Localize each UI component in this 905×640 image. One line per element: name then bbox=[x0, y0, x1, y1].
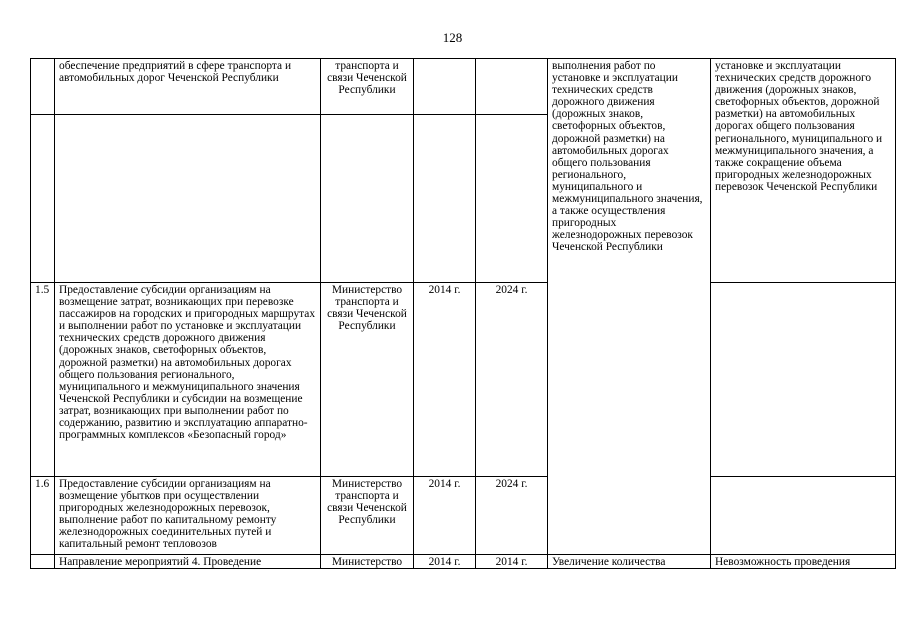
executor-cell: Министерство транспорта и связи Чеченской Республики bbox=[321, 477, 414, 555]
table-row bbox=[31, 555, 896, 569]
measure-name-cell: Предоставление субсидии организациям на возмещение убытков при осуществлении пригородных железнодорожных перевозок, выполнение работ по капитальному ремонту железнодорожных соединительных путей и капитальный ремонт тепловозов bbox=[55, 477, 321, 555]
end-date-cell bbox=[476, 115, 548, 283]
expected-result-cell: выполнения работ по установке и эксплуатации технических средств дорожного движения (дорожных знаков, светофорных объектов, дорожной разметки) на автомобильных дорогах общего пользования регионального, муниципального и межмуниципального значения, а также осуществления пригородных железнодорожных перевозок Чеченской Республики bbox=[548, 59, 711, 555]
row-number-cell bbox=[31, 115, 55, 283]
measure-name-cell: Направление мероприятий 4. Проведение bbox=[55, 555, 321, 569]
row-number-cell: 1.5 bbox=[31, 283, 55, 477]
table-row bbox=[31, 283, 896, 477]
measure-name-cell: обеспечение предприятий в сфере транспорта и автомобильных дорог Чеченской Республики bbox=[55, 59, 321, 115]
table-row bbox=[31, 477, 896, 555]
end-date-cell bbox=[476, 59, 548, 115]
expected-result-cell: Увеличение количества bbox=[548, 555, 711, 569]
end-date-cell: 2024 г. bbox=[476, 283, 548, 477]
row-number-cell: 1.6 bbox=[31, 477, 55, 555]
consequence-cell bbox=[711, 477, 896, 555]
consequence-cell: установке и эксплуатации технических средств дорожного движения (дорожных знаков, светофорных объектов, дорожной разметки) на автомобильных дорогах общего пользования регионального, муниципального и межмуниципального значения, а также сокращение объема пригородных железнодорожных перевозок Чеченской Республики bbox=[711, 59, 896, 283]
page-number: 128 bbox=[442, 30, 463, 45]
start-date-cell bbox=[414, 59, 476, 115]
program-measures-table bbox=[30, 58, 896, 569]
executor-cell: транспорта и связи Чеченской Республики bbox=[321, 59, 414, 115]
end-date-cell: 2024 г. bbox=[476, 477, 548, 555]
executor-cell: Министерство bbox=[321, 555, 414, 569]
executor-cell: Министерство транспорта и связи Чеченской Республики bbox=[321, 283, 414, 477]
start-date-cell: 2014 г. bbox=[414, 477, 476, 555]
consequence-cell: Невозможность проведения bbox=[711, 555, 896, 569]
measure-name-cell: Предоставление субсидии организациям на возмещение затрат, возникающих при перевозке пассажиров на городских и пригородных маршрутах и выполнении работ по установке и эксплуатации технических средств дорожного движения (дорожных знаков, светофорных объектов, дорожной разметки) на автомобильных дорогах общего пользования регионального, муниципального и межмуниципального значения Чеченской Республики и субсидии на возмещение затрат, возникающих при выполнении работ по содержанию, развитию и эксплуатацию аппаратно-программных комплексов «Безопасный город» bbox=[55, 283, 321, 477]
measure-name-cell bbox=[55, 115, 321, 283]
start-date-cell: 2014 г. bbox=[414, 283, 476, 477]
executor-cell bbox=[321, 115, 414, 283]
table-row bbox=[31, 59, 896, 115]
row-number-cell bbox=[31, 59, 55, 115]
end-date-cell: 2014 г. bbox=[476, 555, 548, 569]
start-date-cell: 2014 г. bbox=[414, 555, 476, 569]
start-date-cell bbox=[414, 115, 476, 283]
consequence-cell bbox=[711, 283, 896, 477]
row-number-cell bbox=[31, 555, 55, 569]
